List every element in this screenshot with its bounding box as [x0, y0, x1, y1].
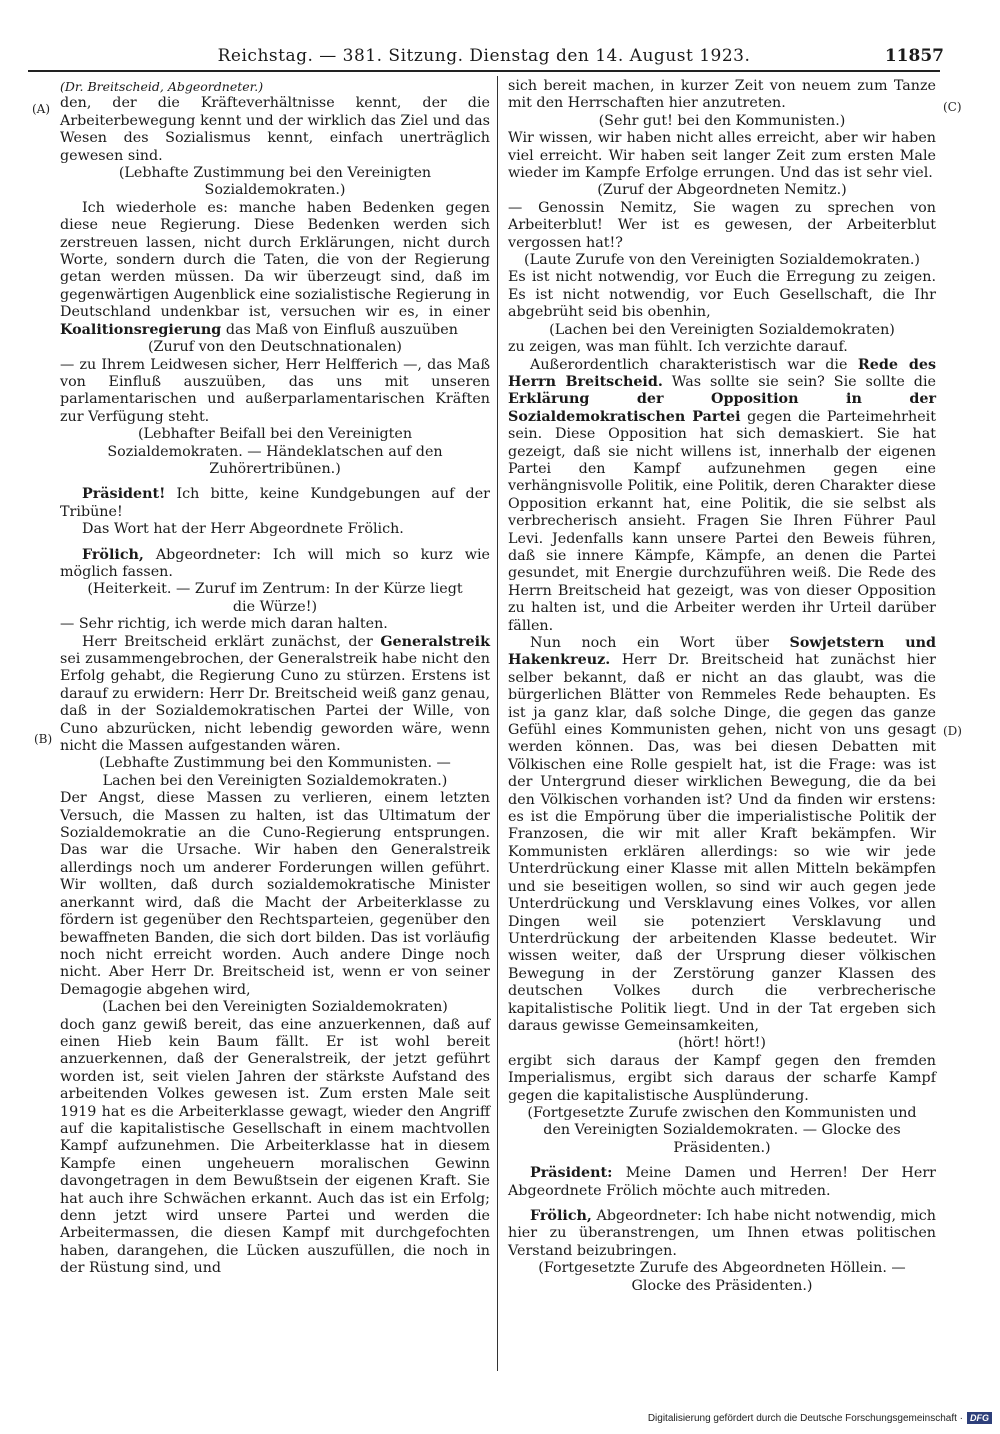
speaker-president: Präsident: — [530, 1165, 613, 1182]
interjection: (Zuruf von den Deutschnationalen) — [147, 339, 403, 356]
interjection: (Lebhafte Zustimmung bei den Vereinigten Sozialdemokraten.) — [118, 165, 432, 199]
margin-marker-a: (A) — [32, 102, 51, 116]
left-column — [60, 78, 490, 1278]
speaker-name: Frölich, — [530, 1208, 592, 1224]
paragraph: den, der die Kräfteverhältnisse kennt, der die Arbeiterbewegung kennt und der wirklich das Ziel und das Wesen des Sozialismus kennt, einfach unerträglich gewesen sind. — [60, 95, 490, 164]
margin-marker-c: (C) — [943, 100, 962, 114]
page-number: 11857 — [884, 46, 944, 66]
interjection: (Sehr gut! bei den Kommunisten.) — [598, 112, 846, 129]
paragraph: — Sehr richtig, ich werde mich daran halten. — [60, 616, 388, 633]
interjection: (Lachen bei den Vereinigten Sozialdemokraten) — [102, 999, 448, 1016]
paragraph: ergibt sich daraus der Kampf gegen den fremden Imperialismus, ergibt sich daraus der scharfe Kampf gegen die kapitalistische Ausplünderung. — [508, 1052, 936, 1104]
column-divider — [497, 76, 498, 1371]
footer-credit — [648, 1412, 992, 1424]
speaker-froelich: Frölich, Abgeordneter: Ich habe nicht notwendig, mich hier zu überanstrengen, um Ihnen etwas politischen Verstand beizubringen. — [508, 1208, 937, 1259]
paragraph: Der Angst, diese Massen zu verlieren, einem letzten Versuch, die Massen zu halten, ist das Ultimatum der Sozialdemokratie an die Cuno-Regierung entsprungen. Das war die Ursache. Wir haben den Generalstreik allerdings noch um anderer Forderungen willen geführt. Wir wollten, daß durch sozialdemokratische Minister anerkannt wird, daß die Macht der Arbeiterklasse zu fördern ist gegenüber den Rechtsparteien, gegenüber den bewaffneten Banden, die sich dort bilden. Das ist vorläufig noch nicht erreicht worden. Auch andere Dinge noch nicht. Aber Herr Dr. Breitscheid ist, wenn er von seiner Demagogie abgehen wird, — [60, 790, 490, 998]
paragraph: Wir wissen, wir haben nicht alles erreicht, aber wir haben viel erreicht. Wir haben seit langer Zeit zum ersten Male wieder im Kampfe Erfolge errungen. Und das ist sehr viel. — [508, 130, 936, 182]
interjection: (hört! hört!) — [678, 1035, 766, 1052]
interjection: (Zuruf der Abgeordneten Nemitz.) — [597, 182, 847, 199]
interjection: (Lachen bei den Vereinigten Sozialdemokraten) — [549, 321, 895, 338]
dfg-logo-icon: DFG — [967, 1412, 992, 1424]
margin-marker-b: (B) — [34, 732, 53, 746]
page-header — [28, 46, 944, 72]
emphasis: Sowjetstern und Hakenkreuz. — [508, 635, 936, 669]
paragraph: — Genossin Nemitz, Sie wagen zu sprechen von Arbeiterblut! Wer ist es gewesen, der Arbeiterblut vergossen hat!? — [508, 199, 936, 251]
paragraph: Ich wiederhole es: manche haben Bedenken gegen diese neue Regierung. Diese Bedenken werden sich zerstreuen lassen, nicht durch Erklärungen, nicht durch Worte, sondern durch die Taten, die von der Regierung getan werden müssen. Da wir überzeugt sind, daß im gegenwärtigen Augenblick eine sozialistische Regierung in Deutschland undenkbar ist, versuchen wir es, in einer Koalitionsregierung das Maß von Einfluß auszuüben — [60, 199, 490, 338]
interjection: (Lebhafter Beifall bei den Vereinigten Sozialdemokraten. — Händeklatschen auf den Zuhörertribünen.) — [107, 426, 443, 477]
paragraph: Es ist nicht notwendig, vor Euch die Erregung zu zeigen. Es ist nicht notwendig, vor Euch Gesellschaft, die Ihr abgebrüht seid bis obenhin, — [508, 269, 936, 321]
emphasis: Generalstreik — [380, 633, 490, 650]
interjection: (Fortgesetzte Zurufe zwischen den Kommunisten und den Vereinigten Sozialdemokraten. — Glocke des Präsidenten.) — [527, 1104, 917, 1156]
speaker-name: Frölich, — [82, 546, 144, 563]
paragraph: — zu Ihrem Leidwesen sicher, Herr Helfferich —, das Maß von Einfluß auszuüben, das uns mit unseren parlamentarischen und außerparlamentarischen Kräften zur Verfügung steht. — [60, 356, 490, 425]
speaker-president: Präsident! — [82, 486, 166, 503]
interjection: (Heiterkeit. — Zuruf im Zentrum: In der Kürze liegt die Würze!) — [87, 581, 463, 615]
paragraph: zu zeigen, was man fühlt. Ich verzichte darauf. — [508, 339, 848, 356]
interjection: (Lebhafte Zustimmung bei den Kommunisten. — Lachen bei den Vereinigten Sozialdemokraten.) — [99, 755, 451, 789]
president-remark: Präsident! Ich bitte, keine Kundgebungen auf der Tribüne! — [60, 486, 490, 520]
running-title: Reichstag. — 381. Sitzung. Dienstag den 14. August 1923. — [217, 46, 751, 66]
interjection: (Laute Zurufe von den Vereinigten Sozialdemokraten.) — [524, 252, 921, 269]
paragraph: doch ganz gewiß bereit, das eine anzuerkennen, daß auf einen Hieb kein Baum fällt. Er ist wohl bereit anzuerkennen, daß der Generalstreik, der jetzt geführt worden ist, seit vielen Jahren der stärkste Aufstand des arbeitenden Volkes gewesen ist. Zum ersten Male seit 1919 hat es die Arbeiterklasse gewagt, wieder den Angriff auf die kapitalistische Gesellschaft in einem machtvollen Kampf aufzunehmen. Die Arbeiterklasse hat in diesem Kampfe einen ungeheuern moralischen Gewinn davongetragen in dem Bewußtsein der eigenen Kraft. Sie hat auch ihre Schwächen erkannt. Auch das ist ein Erfolg; denn jetzt wird unsere Partei und werden die Arbeitermassen, die diesen Kampf mit durchgefochten haben, darangehen, die Lücken auszufüllen, die noch in der Rüstung sind, und — [60, 1016, 490, 1277]
right-column — [508, 78, 936, 1295]
paragraph: Das Wort hat der Herr Abgeordnete Frölich. — [82, 521, 404, 538]
margin-marker-d: (D) — [943, 724, 962, 738]
emphasis: Erklärung der Opposition in der Sozialdemokratischen Partei — [508, 391, 936, 425]
paragraph: Außerordentlich charakteristisch war die Rede des Herrn Breitscheid. Was sollte sie sein? Sie sollte die Erklärung der Opposition in der Sozialdemokratischen Partei gegen die Parteimehrheit sein. Diese Opposition hat sich demaskiert. Sie hat gezeigt, daß sie nicht willens ist, innerhalb der eigenen Partei den Kampf aufzunehmen gegen eine verhängnisvolle Politik, eine Politik, deren Charakter diese Opposition erkannt hat, eine Politik, die sie selbst als verbrecherisch ansieht. Fragen Sie Ihren Führer Paul Levi. Jedenfalls kann unsere Partei den Beweis führen, daß sie innere Kämpfe, Kämpfe, an denen die Partei gesundet, mit Energie durchzuführen weiß. Die Rede des Herrn Breitscheid hat gezeigt, was von dieser Opposition zu halten ist, und die Arbeiter werden ihr Urteil darüber fällen. — [508, 356, 936, 634]
footer-text: Digitalisierung gefördert durch die Deutsche Forschungsgemeinschaft · — [647, 1412, 963, 1424]
emphasis: Rede des Herrn Breitscheid. — [508, 356, 936, 390]
speaker-continuation: (Dr. Breitscheid, Abgeordneter.) — [60, 79, 264, 94]
paragraph: Herr Breitscheid erklärt zunächst, der Generalstreik sei zusammengebrochen, der Generalstreik habe nicht den Erfolg gehabt, die Regierung Cuno zu stürzen. Erstens ist darauf zu erwidern: Herr Dr. Breitscheid weiß ganz genau, daß in der Sozialdemokratischen Partei der Wille, von Cuno abzurücken, nicht lebendig geworden wäre, wenn nicht die Massen aufgestanden wären. — [60, 633, 490, 755]
interjection: (Fortgesetzte Zurufe des Abgeordneten Höllein. — Glocke des Präsidenten.) — [538, 1260, 906, 1294]
president-remark: Präsident: Meine Damen und Herren! Der Herr Abgeordnete Frölich möchte auch mitreden. — [508, 1165, 936, 1199]
speaker-froelich: Frölich, Abgeordneter: Ich will mich so kurz wie möglich fassen. — [60, 546, 490, 580]
paragraph: sich bereit machen, in kurzer Zeit von neuem zum Tanze mit den Herrschaften hier anzutreten. — [508, 78, 936, 112]
emphasis: Koalitionsregierung — [60, 321, 222, 338]
paragraph: Nun noch ein Wort über Sowjetstern und Hakenkreuz. Herr Dr. Breitscheid hat zunächst hier selber bekannt, daß er nicht an das glaubt, was die bürgerlichen Blätter von Remmeles Rede behaupten. Es ist ja ganz klar, daß solche Dinge, die gegen das ganze Gefühl eines Kommunisten gehen, nicht von uns gesagt werden können. Das, was bei diesen Debatten mit Völkischen eine Rolle gespielt hat, ist die Frage: was ist der Untergrund dieser wirklichen Bewegung, die da bei den Völkischen vorhanden ist? Und da finden wir erstens: es ist die Empörung über die imperialistische Politik der Franzosen, die wir mit aller Kraft bekämpfen. Wir Kommunisten erklären allerdings: so wie wir jede Unterdrückung einer Klasse mit allen Mitteln bekämpfen und sie beseitigen wollen, so sind wir auch gegen jede Unterdrückung und Versklavung eines Volkes, vor allen Dingen weil sie potenziert Versklavung und Unterdrückung der arbeitenden Klasse bedeutet. Wir wissen weiter, daß der Ursprung dieser völkischen Bewegung in der Zerstörung ganzer Klassen des deutschen Volkes durch die verbrecherische kapitalistische Politik liegt. Und in der Tat ergeben sich daraus gewisse Gemeinsamkeiten, — [508, 635, 936, 1034]
